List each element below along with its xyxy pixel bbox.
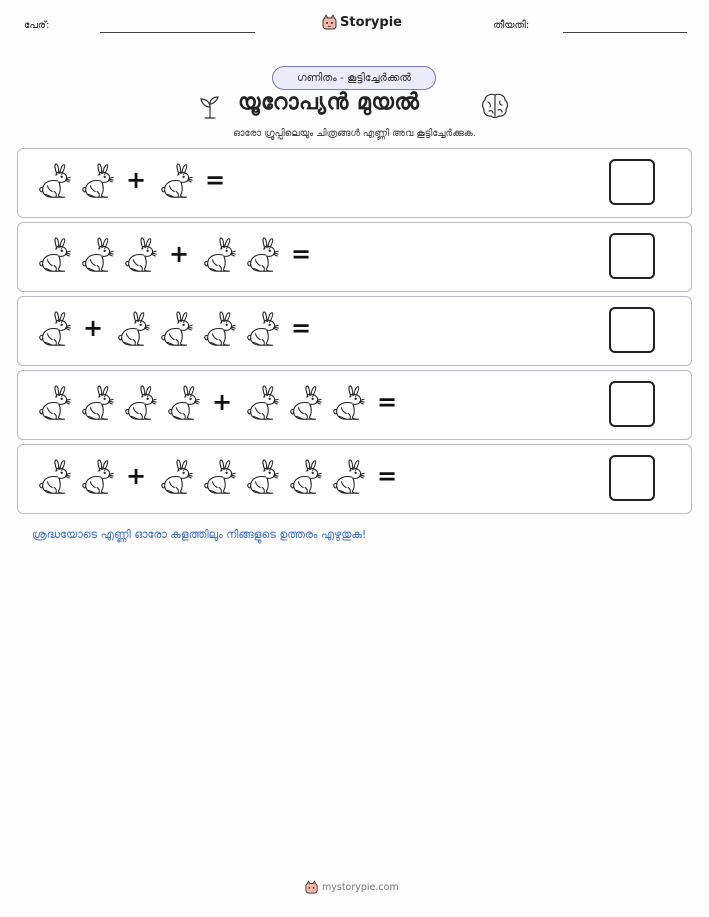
equals-sign: = [377,462,398,490]
rabbit-icon [287,385,325,423]
plus-sign: + [212,388,233,416]
rabbit-icon [36,385,74,423]
storypie-logo [322,14,402,30]
rabbit-icon [79,237,117,275]
plus-sign: + [83,314,104,342]
rabbit-icon [122,237,160,275]
rabbit-icon [36,163,74,201]
problem-row [17,222,692,292]
problem-row [17,148,692,218]
problem-row [17,296,692,366]
plus-sign: + [169,240,190,268]
rabbit-icon [158,311,196,349]
rabbit-icon [79,459,117,497]
title-row [0,90,709,122]
footer-note: ശ്രദ്ധയോടെ എണ്ണി ഓരോ കളത്തിലും നിങ്ങളുടെ ഉത്തരം എഴുതുക! [32,528,367,541]
rabbit-icon [79,163,117,201]
subject-badge: ഗണിതം - കൂട്ടിച്ചേർക്കൽ [272,66,436,90]
rabbit-icon [115,311,153,349]
sprout-icon [198,93,222,119]
storypie-mascot-icon [322,14,337,30]
equals-sign: = [377,388,398,416]
rabbit-icon [244,459,282,497]
rabbit-icon [201,237,239,275]
plus-sign: + [126,166,147,194]
rabbit-icon [165,385,203,423]
page-header [0,14,709,38]
date-field[interactable] [563,32,687,33]
rabbit-icon [36,459,74,497]
answer-box[interactable] [609,455,655,501]
rabbit-icon [287,459,325,497]
rabbit-icon [330,385,368,423]
problem-row [17,370,692,440]
rabbit-icon [158,163,196,201]
name-field[interactable] [100,32,255,33]
rabbit-icon [330,459,368,497]
instruction-text: ഓരോ ഗ്രൂപ്പിലെയും ചിത്രങ്ങൾ എണ്ണി അവ കൂട്ടിച്ചേർക്കുക. [233,128,476,139]
rabbit-icon [79,385,117,423]
rabbit-icon [244,311,282,349]
site-footer [305,880,399,894]
equals-sign: = [205,166,226,194]
page-title: യൂറോപ്യൻ മുയൽ [238,90,420,115]
rabbit-icon [122,385,160,423]
rabbit-icon [201,311,239,349]
storypie-mascot-icon [305,880,318,894]
date-label: തീയതി: [493,20,530,31]
answer-box[interactable] [609,159,655,205]
equals-sign: = [291,314,312,342]
rabbit-icon [244,385,282,423]
brain-icon [480,92,510,120]
answer-box[interactable] [609,381,655,427]
rabbit-icon [244,237,282,275]
rabbit-icon [36,311,74,349]
problem-row [17,444,692,514]
name-label: പേര്: [24,20,50,31]
site-url: mystorypie.com [322,881,399,893]
logo-text: Storypie [340,14,402,30]
rabbit-icon [36,237,74,275]
answer-box[interactable] [609,307,655,353]
answer-box[interactable] [609,233,655,279]
rabbit-icon [201,459,239,497]
equals-sign: = [291,240,312,268]
plus-sign: + [126,462,147,490]
rabbit-icon [158,459,196,497]
